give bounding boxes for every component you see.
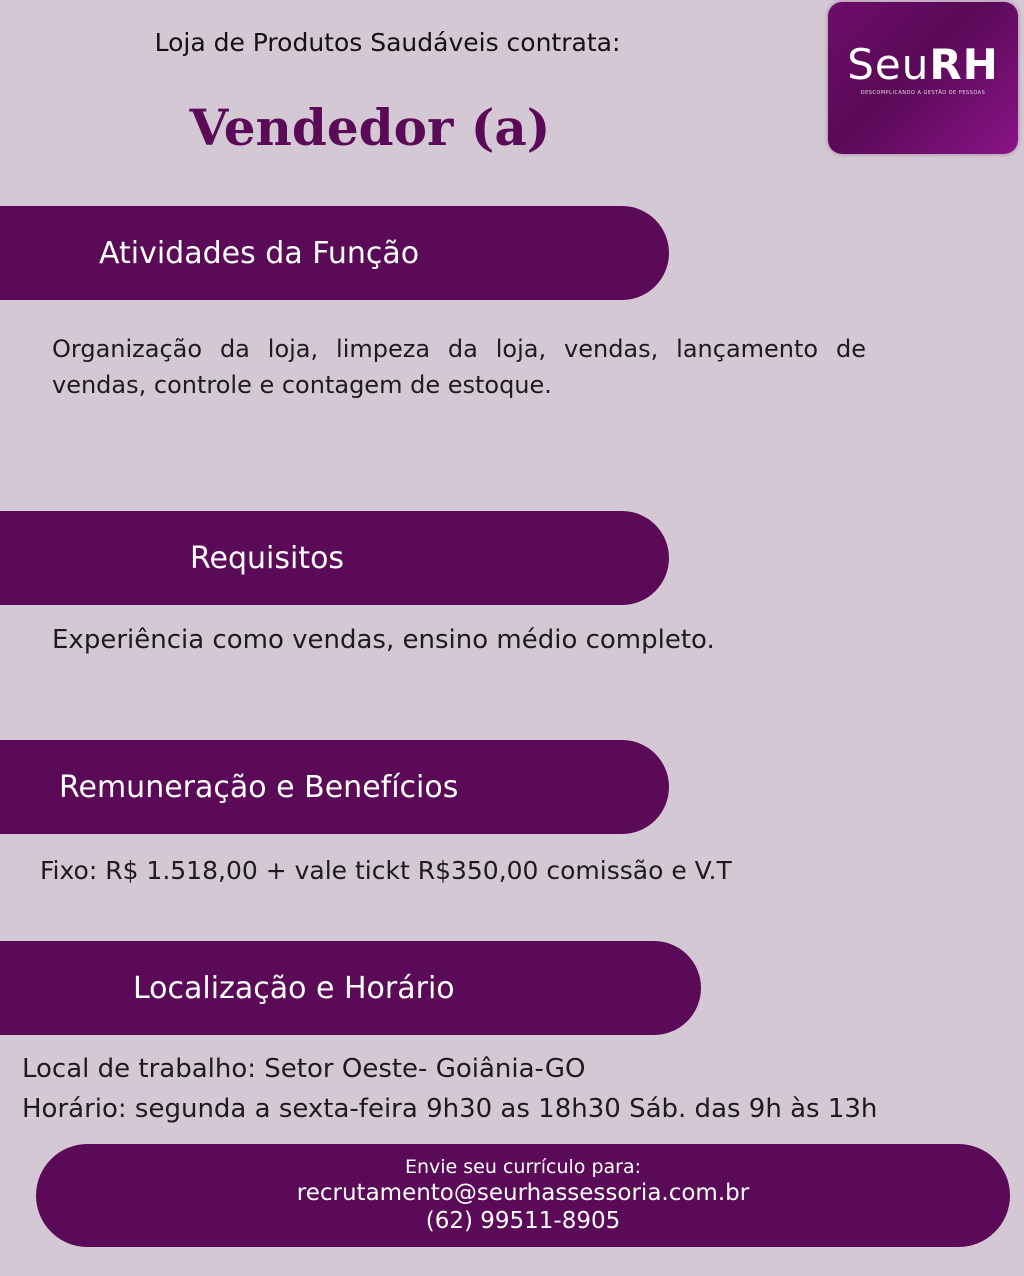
logo-wordmark: [828, 40, 1018, 89]
job-title: Vendedor (a): [189, 98, 551, 157]
banner-requisitos-title: Requisitos: [190, 540, 345, 576]
requisitos-text: Experiência como vendas, ensino médio completo.: [52, 625, 715, 655]
banner-atividades-title: Atividades da Função: [99, 235, 420, 271]
logo-wordmark-rh: RH: [929, 40, 999, 89]
contact-email[interactable]: recrutamento@seurhassessoria.com.br: [296, 1180, 750, 1206]
header-intro: Loja de Produtos Saudáveis contrata:: [154, 28, 621, 57]
localizacao-line2: Horário: segunda a sexta-feira 9h30 as 18h30 Sáb. das 9h às 13h: [22, 1094, 878, 1124]
banner-requisitos: [0, 511, 669, 605]
contact-phone[interactable]: (62) 99511-8905: [425, 1208, 621, 1234]
contact-pill: [36, 1144, 1010, 1247]
banner-remuneracao: [0, 740, 669, 834]
remuneracao-text: Fixo: R$ 1.518,00 + vale tickt R$350,00 comissão e V.T: [40, 856, 732, 885]
logo-tagline: DESCOMPLICANDO A GESTÃO DE PESSOAS: [860, 90, 986, 96]
banner-localizacao: [0, 941, 701, 1035]
atividades-text: Organização da loja, limpeza da loja, vendas, lançamento de vendas, controle e contagem de estoque.: [52, 335, 866, 399]
seurh-logo: [828, 2, 1018, 154]
localizacao-line1: Local de trabalho: Setor Oeste- Goiânia-GO: [22, 1054, 586, 1084]
contact-prompt: Envie seu currículo para:: [404, 1156, 641, 1178]
banner-atividades: [0, 206, 669, 300]
logo-wordmark-seu: Seu: [847, 40, 930, 89]
banner-localizacao-title: Localização e Horário: [133, 970, 455, 1006]
banner-remuneracao-title: Remuneração e Benefícios: [59, 769, 459, 805]
